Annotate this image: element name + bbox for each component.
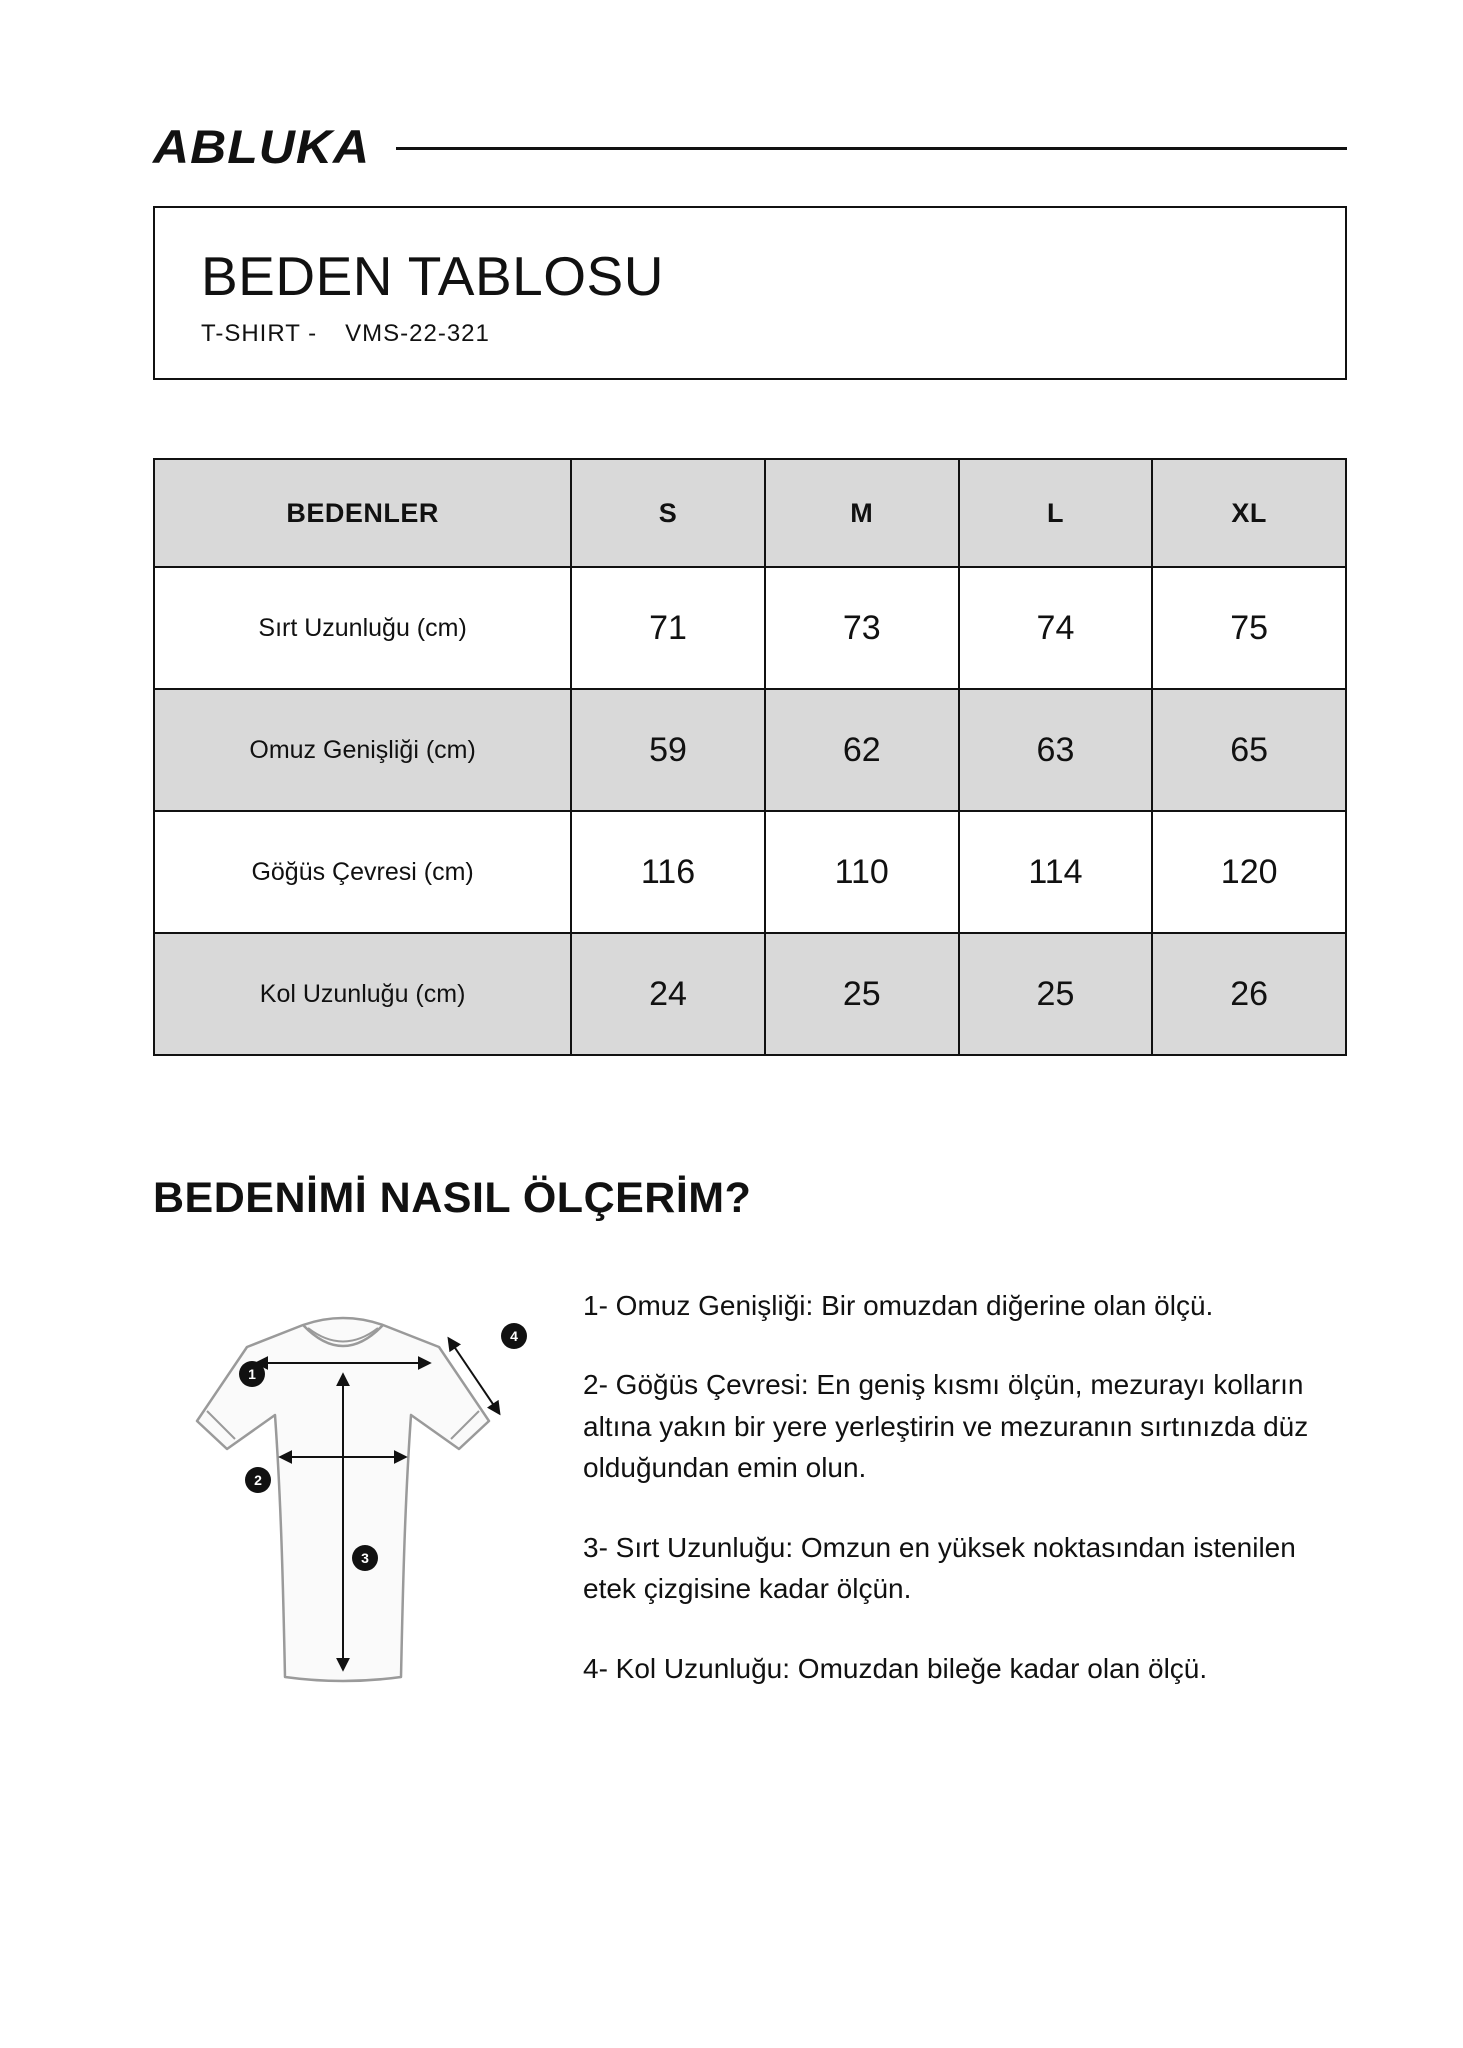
row-label: Omuz Genişliği (cm) xyxy=(154,689,571,811)
size-table xyxy=(153,458,1347,1056)
page-title: BEDEN TABLOSU xyxy=(201,245,664,307)
diagram-marker-1: 1 xyxy=(239,1361,265,1387)
instruction-item-4: 4- Kol Uzunluğu: Omuzdan bileğe kadar olan ölçü. xyxy=(583,1652,1208,1684)
diagram-marker-3: 3 xyxy=(352,1545,378,1571)
size-value: 116 xyxy=(571,811,765,933)
instruction-item-3: 3- Sırt Uzunluğu: Omzun en yüksek noktasından istenilen etek çizgisine kadar ölçün. xyxy=(583,1531,1296,1605)
table-header-size-xl: XL xyxy=(1152,459,1346,567)
product-subtitle xyxy=(201,320,1299,348)
table-header-size-s: S xyxy=(571,459,765,567)
size-chart-title-card xyxy=(153,206,1347,380)
tshirt-diagram-svg xyxy=(153,1281,563,1731)
row-label: Göğüs Çevresi (cm) xyxy=(154,811,571,933)
size-value: 71 xyxy=(571,567,765,689)
brand-logo: ABLUKA xyxy=(153,120,371,174)
brand-header xyxy=(153,118,1347,176)
tshirt-diagram xyxy=(153,1281,563,1731)
diagram-marker-4: 4 xyxy=(501,1323,527,1349)
diagram-marker-2: 2 xyxy=(245,1467,271,1493)
instruction-list xyxy=(583,1281,1347,1731)
size-value: 25 xyxy=(765,933,959,1055)
table-row-chest xyxy=(154,811,1346,933)
size-value: 25 xyxy=(959,933,1153,1055)
product-type-label: T-SHIRT - xyxy=(201,320,318,347)
size-value: 120 xyxy=(1152,811,1346,933)
size-value: 24 xyxy=(571,933,765,1055)
size-value: 73 xyxy=(765,567,959,689)
table-row-shoulder-width xyxy=(154,689,1346,811)
size-value: 65 xyxy=(1152,689,1346,811)
table-header-size-l: L xyxy=(959,459,1153,567)
section-heading: BEDENİMİ NASIL ÖLÇERİM? xyxy=(153,1174,752,1222)
instruction-item-1: 1- Omuz Genişliği: Bir omuzdan diğerine olan ölçü. xyxy=(583,1290,1214,1321)
size-value: 59 xyxy=(571,689,765,811)
instruction-item-2: 2- Göğüs Çevresi: En geniş kısmı ölçün, mezurayı kolların altına yakın bir yere yerleştirin ve mezuranın sırtınızda düz olduğundan emin olun. xyxy=(583,1369,1309,1484)
header-rule xyxy=(396,147,1347,150)
product-code: VMS-22-321 xyxy=(345,320,490,347)
size-value: 74 xyxy=(959,567,1153,689)
size-value: 26 xyxy=(1152,933,1346,1055)
measure-section xyxy=(153,1281,1347,1731)
size-value: 110 xyxy=(765,811,959,933)
size-value: 75 xyxy=(1152,567,1346,689)
table-header-size-m: M xyxy=(765,459,959,567)
row-label: Kol Uzunluğu (cm) xyxy=(154,933,571,1055)
table-row-sleeve-length xyxy=(154,933,1346,1055)
size-value: 63 xyxy=(959,689,1153,811)
size-value: 114 xyxy=(959,811,1153,933)
row-label: Sırt Uzunluğu (cm) xyxy=(154,567,571,689)
table-header-bedenler: BEDENLER xyxy=(154,459,571,567)
table-row-back-length xyxy=(154,567,1346,689)
size-value: 62 xyxy=(765,689,959,811)
size-table-header-row xyxy=(154,459,1346,567)
